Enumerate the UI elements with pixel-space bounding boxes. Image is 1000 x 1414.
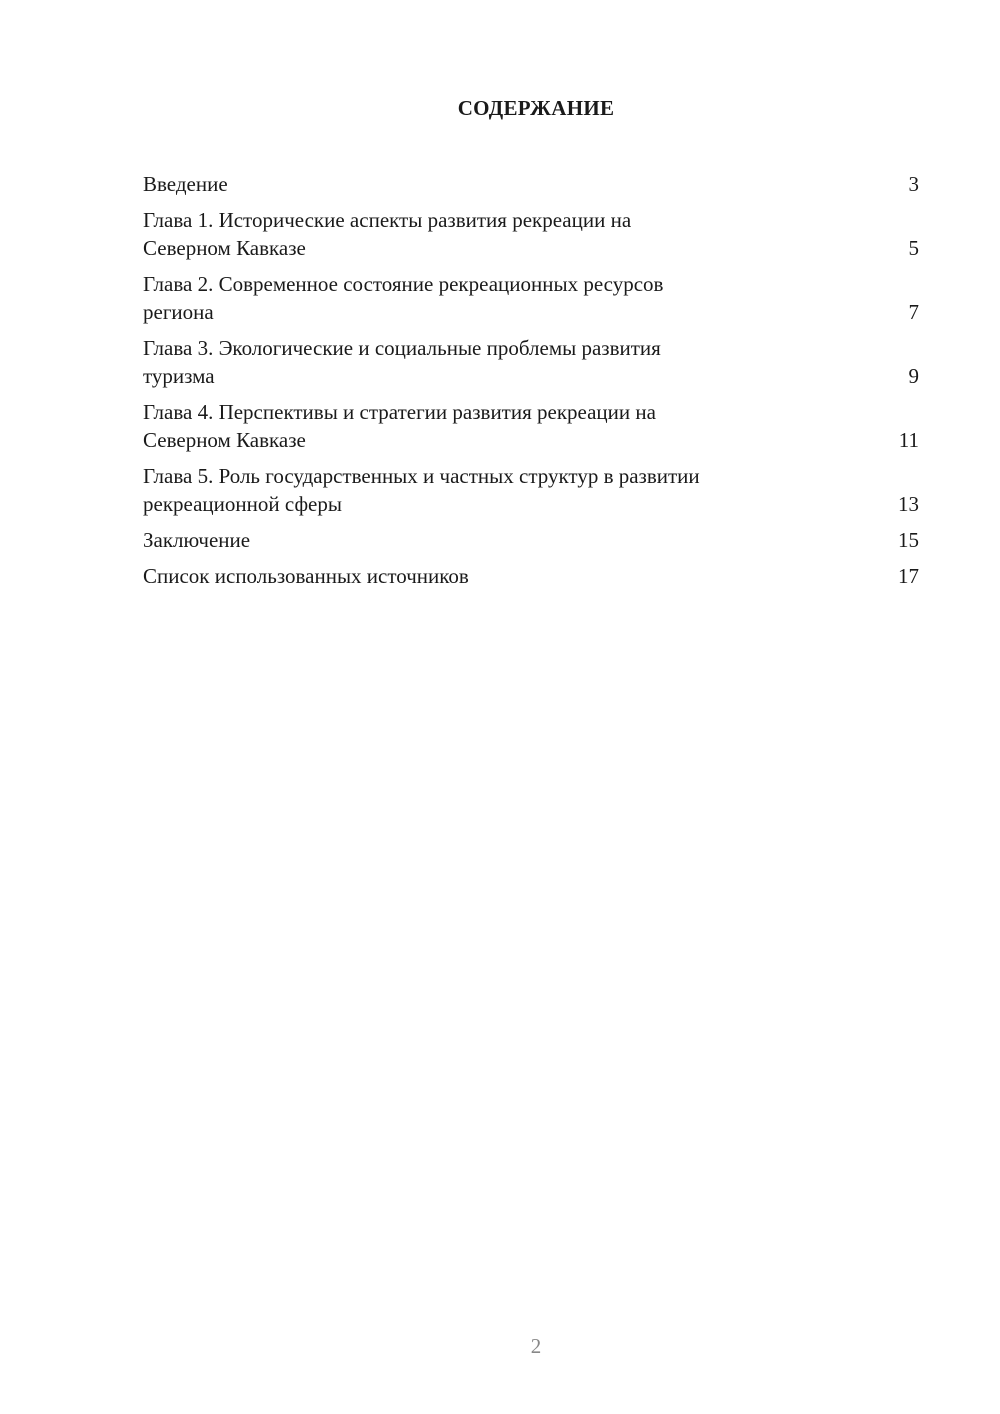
toc-entry-title-line: Введение bbox=[143, 172, 228, 196]
toc-entry-title-line: Глава 1. Исторические аспекты развития рекреации на bbox=[143, 208, 632, 232]
toc-entry-title bbox=[143, 462, 700, 518]
toc-entry-title-line: региона bbox=[143, 300, 214, 324]
toc-entry-chapter-2 bbox=[143, 270, 919, 326]
toc-entry-title bbox=[143, 334, 661, 390]
toc-entry-title-line: Северном Кавказе bbox=[143, 236, 306, 260]
toc-entry-title bbox=[143, 206, 631, 262]
toc-entry-chapter-1 bbox=[143, 206, 919, 262]
toc-entry-title-line: Заключение bbox=[143, 528, 251, 552]
toc-entry-conclusion bbox=[143, 526, 919, 554]
toc-entry-title-line: Список использованных источников bbox=[143, 564, 469, 588]
toc-entry-title-line: Глава 5. Роль государственных и частных структур в развитии bbox=[143, 464, 700, 488]
toc-entry-chapter-4 bbox=[143, 398, 919, 454]
toc-entry-title-line: Глава 4. Перспективы и стратегии развития рекреации на bbox=[143, 400, 656, 424]
toc-entry-title-line: Северном Кавказе bbox=[143, 428, 306, 452]
toc-entry-references bbox=[143, 562, 919, 590]
toc-entry-title-line: рекреационной сферы bbox=[143, 492, 342, 516]
table-of-contents bbox=[143, 170, 919, 598]
toc-entry-title bbox=[143, 170, 228, 198]
toc-entry-title-line: Глава 2. Современное состояние рекреационных ресурсов bbox=[143, 272, 664, 296]
toc-entry-introduction bbox=[143, 170, 919, 198]
page-number: 2 bbox=[530, 1334, 542, 1358]
toc-entry-title-line: Глава 3. Экологические и социальные проблемы развития bbox=[143, 336, 661, 360]
toc-entry-title-line: туризма bbox=[143, 364, 215, 388]
toc-entry-title bbox=[143, 398, 656, 454]
toc-entry-chapter-3 bbox=[143, 334, 919, 390]
toc-entry-page-number: 9 bbox=[908, 364, 919, 388]
toc-entry-title bbox=[143, 562, 469, 590]
toc-entry-title bbox=[143, 526, 250, 554]
toc-entry-chapter-5 bbox=[143, 462, 919, 518]
toc-entry-page-number: 7 bbox=[908, 300, 919, 324]
toc-entry-page-number: 17 bbox=[898, 564, 919, 588]
toc-entry-page-number: 5 bbox=[908, 236, 919, 260]
toc-entry-page-number: 11 bbox=[898, 428, 919, 452]
toc-entry-page-number: 15 bbox=[898, 528, 919, 552]
toc-entry-page-number: 13 bbox=[898, 492, 919, 516]
toc-entry-page-number: 3 bbox=[908, 172, 919, 196]
toc-entry-title bbox=[143, 270, 663, 326]
page-title: СОДЕРЖАНИЕ bbox=[457, 96, 615, 120]
